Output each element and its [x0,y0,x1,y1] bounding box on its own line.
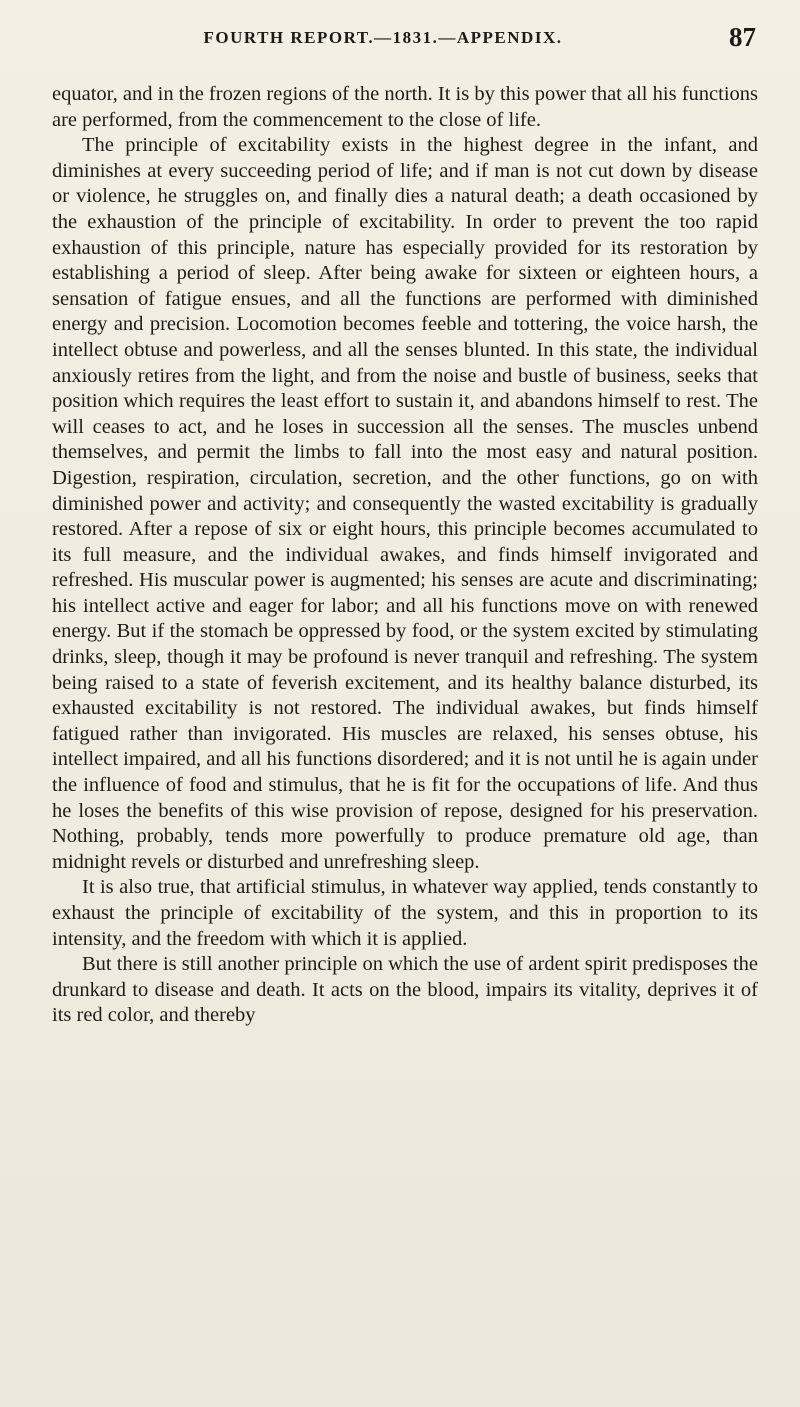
body-text [52,82,758,1029]
page-number: 87 [729,22,756,52]
page-header [50,22,756,62]
paragraph-continued: equator, and in the frozen regions of the north. It is by this power that all his functions are performed, from the commencement to the close of life. [52,83,758,131]
paragraph-ardent-spirit: But there is still another principle on which the use of ardent spirit predisposes the drunkard to disease and death. It acts on the blood, impairs its vitality, deprives it of its red color, and thereby [52,953,758,1027]
paragraph-excitability: The principle of excitability exists in the highest degree in the infant, and diminishes at every succeeding period of life; and if man is not cut down by disease or violence, he struggles on, and finally dies a natural death; a death occasioned by the exhaustion of the principle of excitability. In order to prevent the too rapid exhaustion of this principle, nature has especially provided for its restoration by establishing a period of sleep. After being awake for sixteen or eighteen hours, a sensation of fatigue ensues, and all the functions are performed with diminished energy and precision. Locomotion becomes feeble and tottering, the voice harsh, the intellect obtuse and powerless, and all the senses blunted. In this state, the individual anxiously retires from the light, and from the noise and bustle of business, seeks that position which requires the least effort to sustain it, and abandons himself to rest. The will ceases to act, and he loses in succession all the senses. The muscles unbend themselves, and permit the limbs to fall into the most easy and natural position. Digestion, respiration, circulation, secretion, and the other functions, go on with diminished power and activity; and consequently the wasted excitability is gradually restored. After a repose of six or eight hours, this principle becomes accumulated to its full measure, and the individual awakes, and finds himself invigorated and refreshed. His muscular power is augmented; his senses are acute and discriminating; his intellect active and eager for labor; and all his functions move on with renewed energy. But if the stomach be oppressed by food, or the system excited by stimulating drinks, sleep, though it may be profound is never tranquil and refreshing. The system being raised to a state of feverish excitement, and its healthy balance disturbed, its exhausted excitability is not restored. The individual awakes, but finds himself fatigued rather than invigorated. His muscles are relaxed, his senses obtuse, his intellect impaired, and all his functions disordered; and it is not until he is again under the influence of food and stimulus, that he is fit for the occupations of life. And thus he loses the benefits of this wise provision of repose, designed for his preservation. Nothing, probably, tends more powerfully to produce premature old age, than midnight revels or disturbed and unrefreshing sleep. [52,134,758,873]
paragraph-artificial-stimulus: It is also true, that artificial stimulus, in whatever way applied, tends constantly to exhaust the principle of excitability of the system, and this in proportion to its intensity, and the freedom with which it is applied. [52,876,758,950]
running-head: FOURTH REPORT.—1831.—APPENDIX. [203,28,563,47]
